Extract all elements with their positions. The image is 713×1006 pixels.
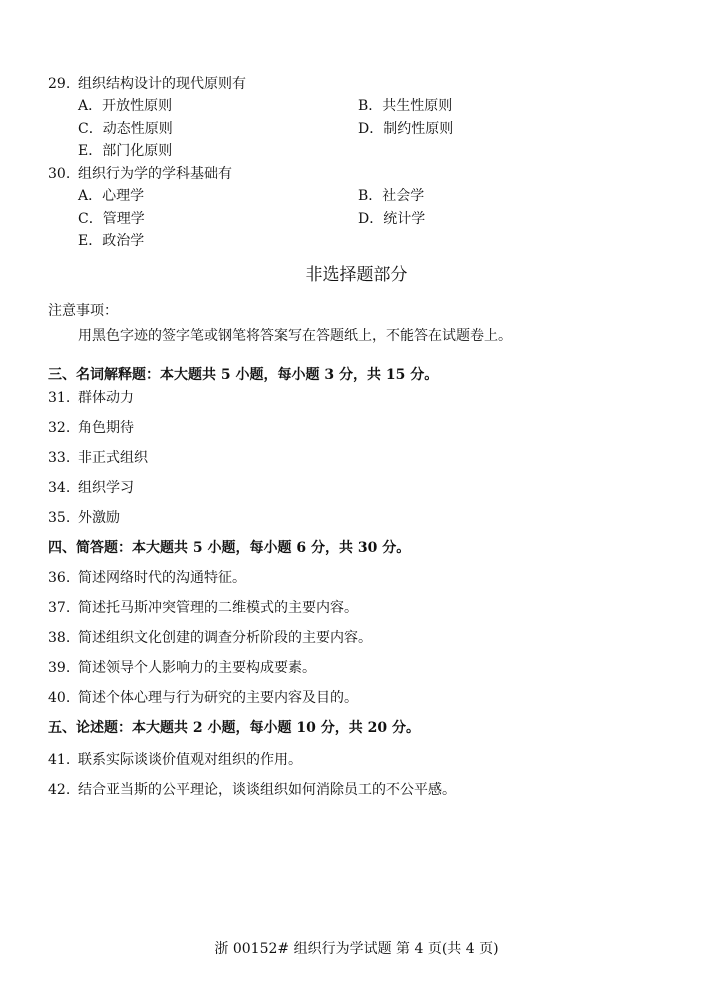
question-text: 非正式组织: [78, 450, 148, 466]
question-number: 40.: [48, 690, 71, 706]
question-number: 32.: [48, 420, 71, 436]
question-text: 组织学习: [78, 480, 134, 496]
question-number: 29.: [48, 76, 71, 92]
notice-label: 注意事项：: [48, 303, 118, 319]
question-40: [48, 689, 358, 707]
option-30-b: B．社会学: [358, 188, 425, 204]
question-35: [48, 509, 120, 527]
question-number: 39.: [48, 660, 71, 676]
option-29-c: C．动态性原则: [78, 121, 173, 137]
question-number: 42.: [48, 782, 71, 798]
question-number: 38.: [48, 630, 71, 646]
question-text: 简述网络时代的沟通特征。: [78, 570, 246, 586]
question-number: 36.: [48, 570, 71, 586]
question-number: 30.: [48, 166, 71, 182]
question-29: [48, 75, 246, 93]
question-34: [48, 479, 134, 497]
question-number: 41.: [48, 752, 71, 768]
question-text: 简述托马斯冲突管理的二维模式的主要内容。: [78, 600, 358, 616]
question-number: 33.: [48, 450, 71, 466]
page-footer: 浙 00152# 组织行为学试题 第 4 页(共 4 页): [214, 941, 499, 957]
question-31: [48, 389, 134, 407]
option-29-e: E．部门化原则: [78, 143, 173, 159]
question-number: 34.: [48, 480, 71, 496]
option-30-a: A．心理学: [78, 188, 145, 204]
question-text: 组织结构设计的现代原则有: [78, 76, 246, 92]
question-text: 简述组织文化创建的调查分析阶段的主要内容。: [78, 630, 372, 646]
question-41: [48, 751, 302, 769]
question-37: [48, 599, 358, 617]
section-title: 四、简答题：本大题共 5 小题，每小题 6 分，共 30 分。: [48, 540, 411, 556]
question-text: 简述个体心理与行为研究的主要内容及目的。: [78, 690, 358, 706]
question-text: 联系实际谈谈价值观对组织的作用。: [78, 752, 302, 768]
question-33: [48, 449, 148, 467]
option-30-c: C．管理学: [78, 211, 145, 227]
question-38: [48, 629, 372, 647]
question-text: 结合亚当斯的公平理论，谈谈组织如何消除员工的不公平感。: [78, 782, 456, 798]
question-number: 35.: [48, 510, 71, 526]
question-text: 群体动力: [78, 390, 134, 406]
option-29-d: D．制约性原则: [358, 121, 454, 137]
part-title: 非选择题部分: [305, 265, 408, 285]
option-29-b: B．共生性原则: [358, 98, 453, 114]
question-text: 组织行为学的学科基础有: [78, 166, 232, 182]
section-title: 三、名词解释题：本大题共 5 小题，每小题 3 分，共 15 分。: [48, 367, 439, 383]
notice-text: 用黑色字迹的签字笔或钢笔将答案写在答题纸上，不能答在试题卷上。: [78, 328, 512, 344]
question-text: 外激励: [78, 510, 120, 526]
option-29-a: A．开放性原则: [78, 98, 173, 114]
question-text: 简述领导个人影响力的主要构成要素。: [78, 660, 316, 676]
question-number: 37.: [48, 600, 71, 616]
question-30: [48, 165, 232, 183]
question-text: 角色期待: [78, 420, 134, 436]
section-title: 五、论述题：本大题共 2 小题，每小题 10 分，共 20 分。: [48, 720, 420, 736]
option-30-e: E．政治学: [78, 233, 145, 249]
question-number: 31.: [48, 390, 71, 406]
option-30-d: D．统计学: [358, 211, 426, 227]
question-42: [48, 781, 456, 799]
question-32: [48, 419, 134, 437]
question-39: [48, 659, 316, 677]
question-36: [48, 569, 246, 587]
